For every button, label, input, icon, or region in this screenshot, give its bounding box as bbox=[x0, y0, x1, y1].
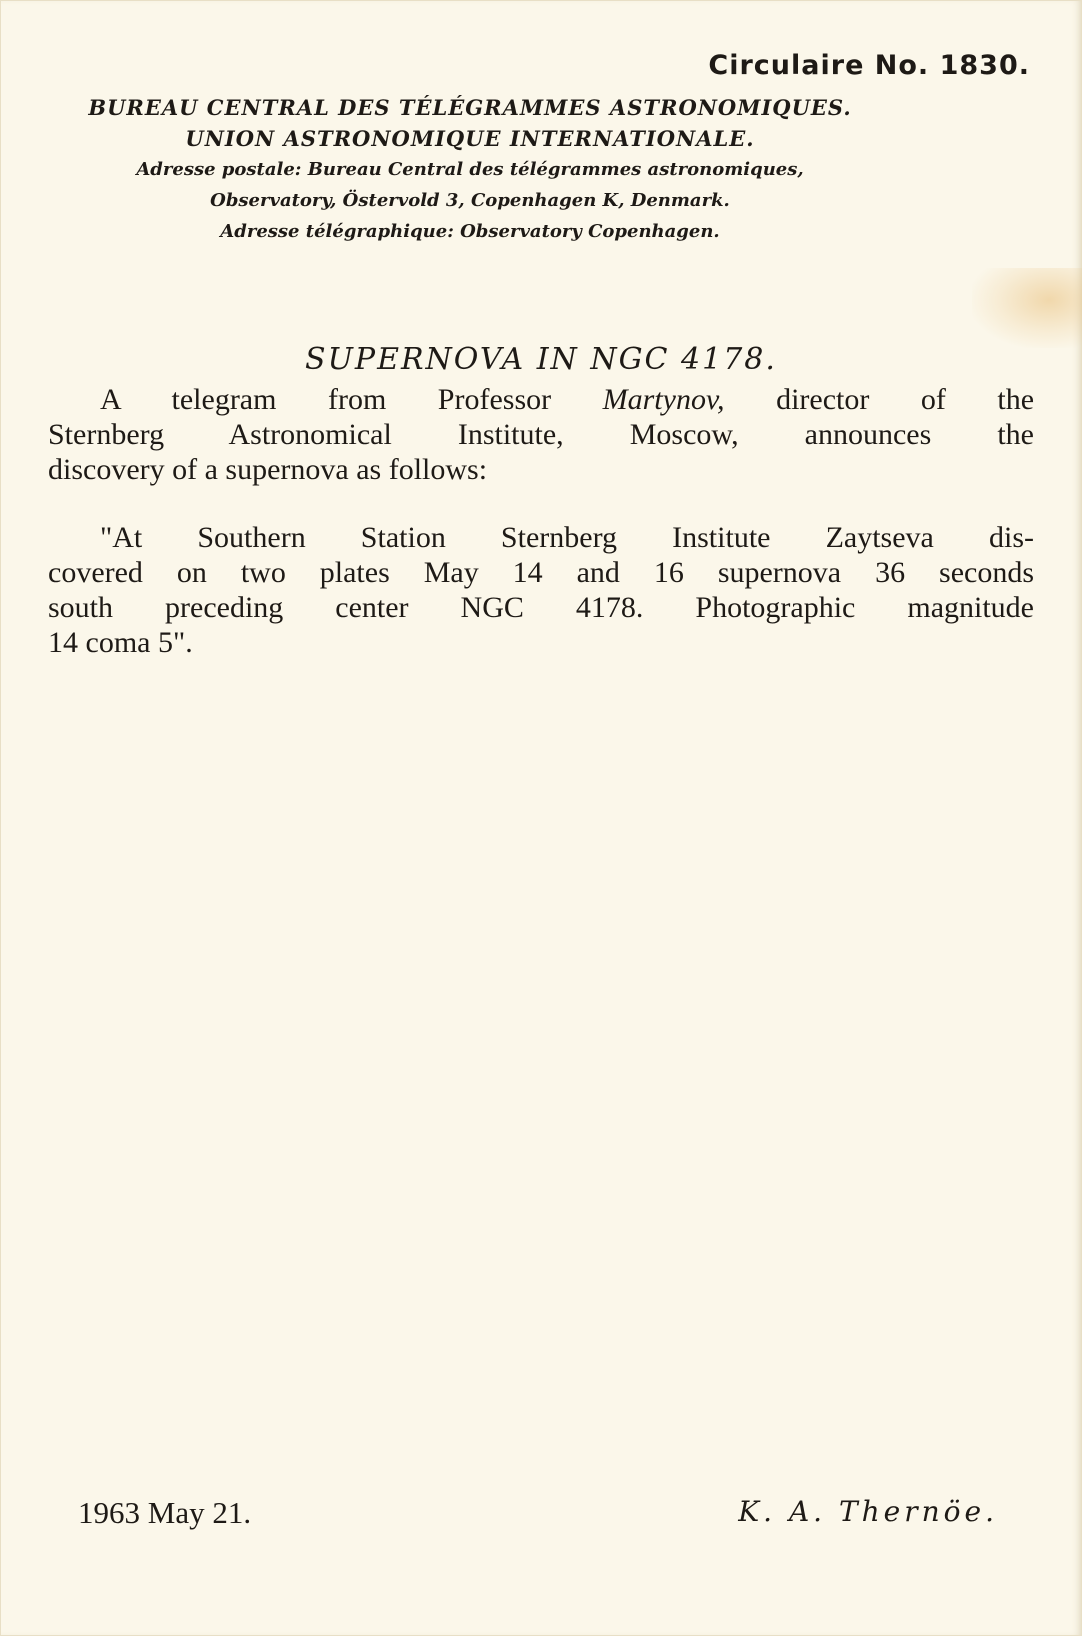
professor-name: Martynov, bbox=[602, 383, 725, 416]
intro-line-1 bbox=[48, 382, 1034, 417]
signature: K. A. Thernöe. bbox=[738, 1495, 998, 1528]
telegram-line-3: south preceding center NGC 4178. Photographic magnitude bbox=[48, 591, 1034, 624]
paper-stain bbox=[972, 268, 1082, 348]
postal-address-line1: Adresse postale: Bureau Central des télégrammes astronomiques, bbox=[136, 159, 804, 180]
telegram-line-2: covered on two plates May 14 and 16 supernova 36 seconds bbox=[48, 556, 1034, 589]
intro-line-3: discovery of a supernova as follows: bbox=[48, 453, 488, 486]
intro-line-2: Sternberg Astronomical Institute, Moscow, announces the bbox=[48, 418, 1034, 451]
telegram-line-4: 14 coma 5". bbox=[48, 626, 193, 659]
union-name: UNION ASTRONOMIQUE INTERNATIONALE. bbox=[185, 126, 755, 151]
intro-line-1-post: director of the bbox=[776, 383, 1035, 416]
bureau-header bbox=[40, 92, 900, 247]
circular-title: SUPERNOVA IN NGC 4178. bbox=[305, 342, 777, 377]
telegram-paragraph bbox=[48, 520, 1034, 660]
telegraph-address: Adresse télégraphique: Observatory Copenhagen. bbox=[220, 221, 720, 242]
bureau-name: BUREAU CENTRAL DES TÉLÉGRAMMES ASTRONOMIQUES. bbox=[88, 95, 852, 120]
intro-line-1-pre: A telegram from Professor bbox=[100, 383, 552, 416]
postal-address-line2: Observatory, Östervold 3, Copenhagen K, Denmark. bbox=[210, 190, 730, 211]
issue-date: 1963 May 21. bbox=[78, 1495, 252, 1530]
telegram-line-1: "At Southern Station Sternberg Institute Zaytseva dis- bbox=[100, 521, 1034, 554]
intro-paragraph bbox=[48, 382, 1034, 487]
circular-number: Circulaire No. 1830. bbox=[708, 50, 1030, 81]
